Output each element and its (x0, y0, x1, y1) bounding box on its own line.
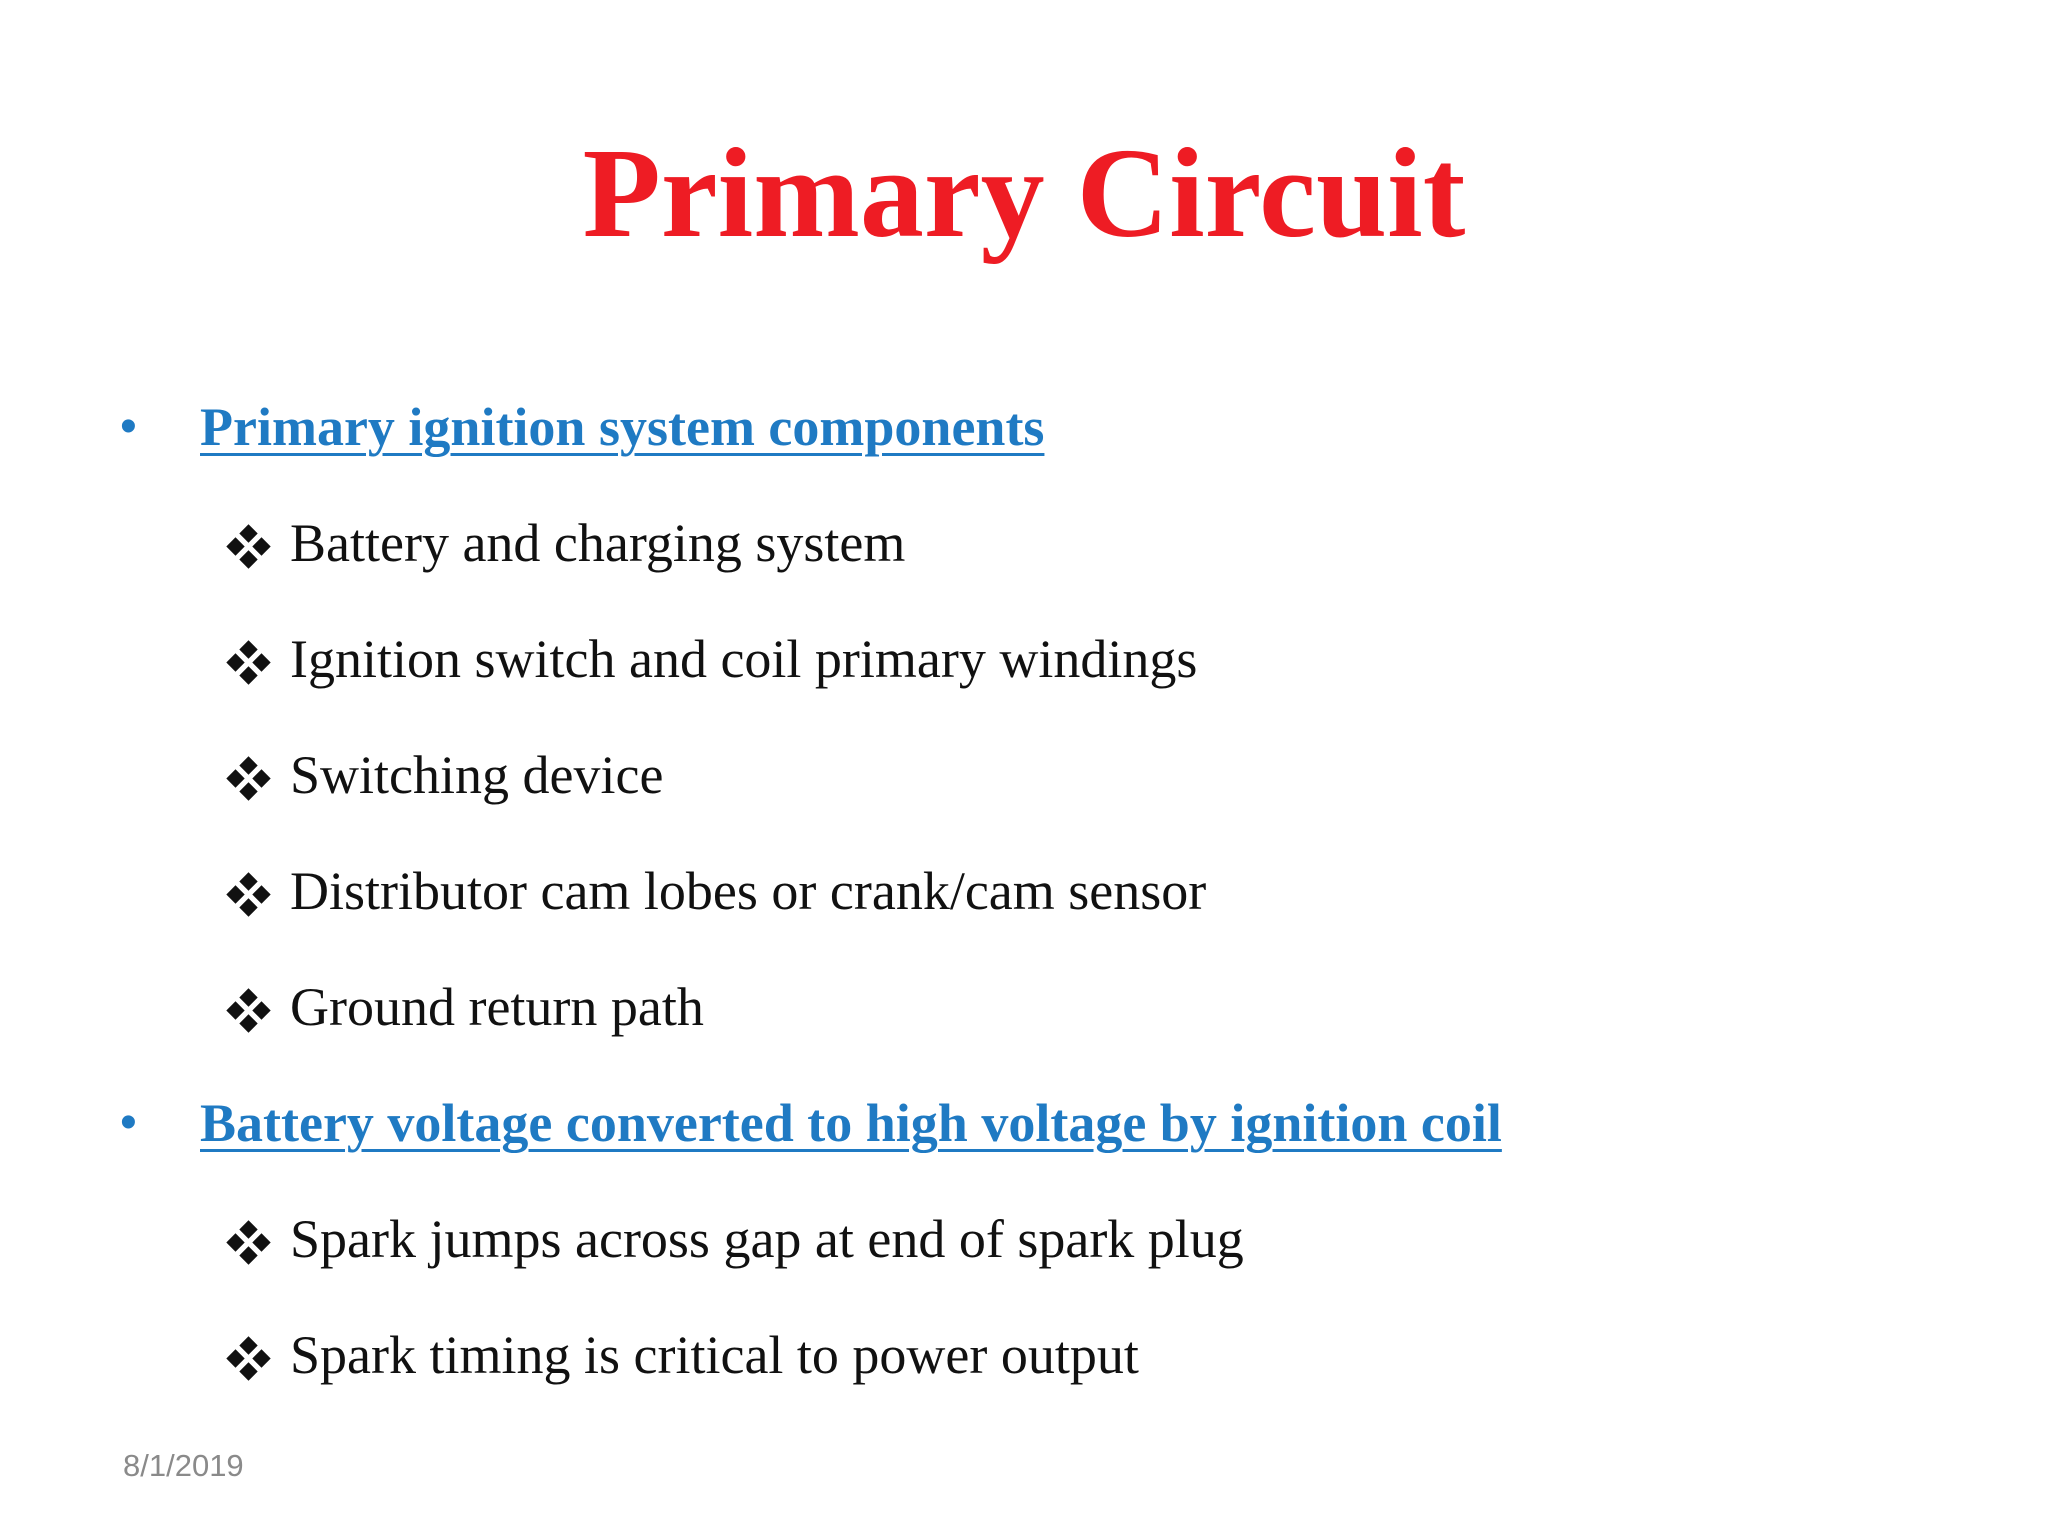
bullet-icon: • (120, 400, 137, 453)
list-item (0, 856, 2048, 926)
section-heading-text: Battery voltage converted to high voltage by ignition coil (200, 1093, 1502, 1153)
list-item (0, 1204, 2048, 1274)
four-diamond-bullet-icon (229, 527, 269, 567)
list-item-text: Battery and charging system (290, 513, 906, 573)
list-item-text: Ignition switch and coil primary windings (290, 629, 1198, 689)
four-diamond-bullet-icon (229, 759, 269, 799)
list-item-text: Spark timing is critical to power output (290, 1325, 1139, 1385)
four-diamond-bullet-icon (229, 643, 269, 683)
list-item-text: Spark jumps across gap at end of spark plug (290, 1209, 1244, 1269)
list-item (0, 508, 2048, 578)
section-heading (0, 392, 2048, 462)
list-item (0, 1320, 2048, 1390)
four-diamond-bullet-icon (229, 875, 269, 915)
slide-title: Primary Circuit (582, 122, 1466, 264)
slide-date: 8/1/2019 (123, 1448, 244, 1483)
list-item-text: Ground return path (290, 977, 704, 1037)
list-item (0, 740, 2048, 810)
section-heading (0, 1088, 2048, 1158)
section-heading-text: Primary ignition system components (200, 397, 1045, 457)
four-diamond-bullet-icon (229, 1223, 269, 1263)
list-item (0, 972, 2048, 1042)
four-diamond-bullet-icon (229, 1339, 269, 1379)
bullet-icon: • (120, 1096, 137, 1149)
list-item-text: Distributor cam lobes or crank/cam sensor (290, 861, 1207, 921)
list-item (0, 624, 2048, 694)
list-item-text: Switching device (290, 745, 664, 805)
four-diamond-bullet-icon (229, 991, 269, 1031)
